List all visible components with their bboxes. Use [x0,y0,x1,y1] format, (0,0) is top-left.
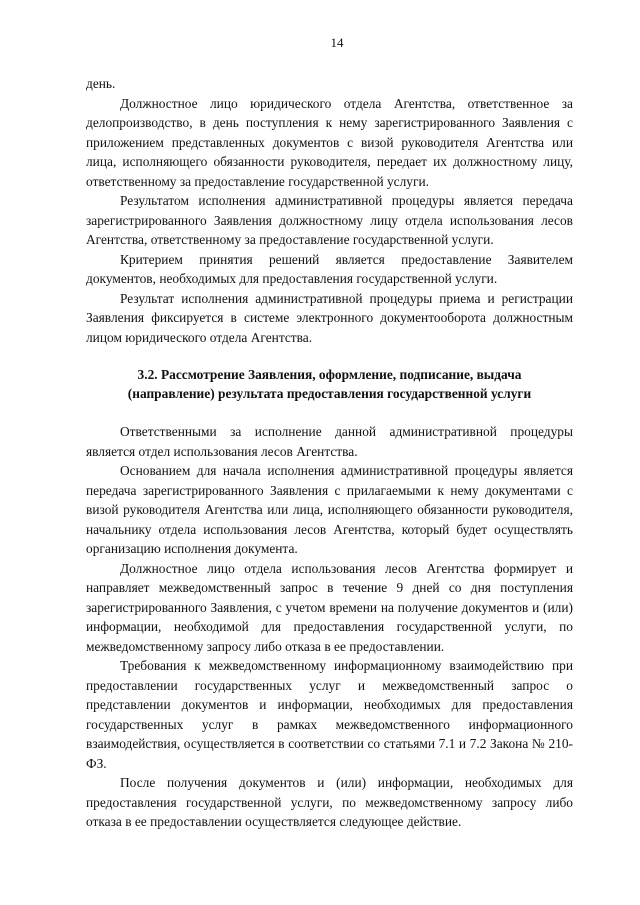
paragraph-responsible-department: Ответственными за исполнение данной административной процедуры является отдел использования лесов Агентства. [86,424,573,459]
document-body [86,74,573,832]
paragraph-decision-criterion: Критерием принятия решений является предоставление Заявителем документов, необходимых для предоставления государственной услуги. [86,251,573,286]
section-heading: 3.2. Рассмотрение Заявления, оформление, подписание, выдача (направление) результата предоставления государственной услуги [127,367,532,401]
paragraph-procedure-basis: Основанием для начала исполнения административной процедуры является передача зарегистрированного Заявления с прилагаемыми к нему документами с визой руководителя Агентства или лица, исполняющего обязанности руководителя, начальнику отдела использования лесов Агентства, который будет осуществлять организацию исполнения документа. [86,463,573,556]
paragraph-legal-department-transfer: Должностное лицо юридического отдела Агентства, ответственное за делопроизводство, в день поступления к нему зарегистрированного Заявления с приложением представленных документов с визой руководителя Агентства или лица, исполняющего обязанности руководителя, передает их должностному лицу, ответственному за предоставление государственной услуги. [86,95,573,189]
paragraph-interaction-requirements: Требования к межведомственному информационному взаимодействию при предоставлении государственных услуг и межведомственный запрос о представлении документов и информации, необходимых для предоставления государственных услуг в рамках межведомственного информационного взаимодействия, осуществляется в соответствии со статьями 7.1 и 7.2 Закона № 210-ФЗ. [86,658,573,771]
paragraph-registration-record: Результат исполнения административной процедуры приема и регистрации Заявления фиксируется в системе электронного документооборота должностным лицом юридического отдела Агентства. [86,290,573,345]
paragraph-interagency-request: Должностное лицо отдела использования лесов Агентства формирует и направляет межведомственный запрос в течение 9 дней со дня поступления зарегистрированного Заявления, с учетом времени на получение документов и (или) информации, необходимой для предоставления государственной услуги, по межведомственному запросу либо отказа в ее предоставлении. [86,560,573,654]
paragraph-after-receipt: После получения документов и (или) информации, необходимых для предоставления государственной услуги, по межведомственному запросу либо отказа в ее предоставлении осуществляется следующее действие. [86,775,573,829]
page-number: 14 [330,35,344,50]
paragraph-procedure-result: Результатом исполнения административной процедуры является передача зарегистрированного Заявления должностному лицу отдела использования лесов Агентства, ответственному за предоставление государственной услуги. [86,193,573,247]
paragraph-continuation: день. [86,76,116,91]
